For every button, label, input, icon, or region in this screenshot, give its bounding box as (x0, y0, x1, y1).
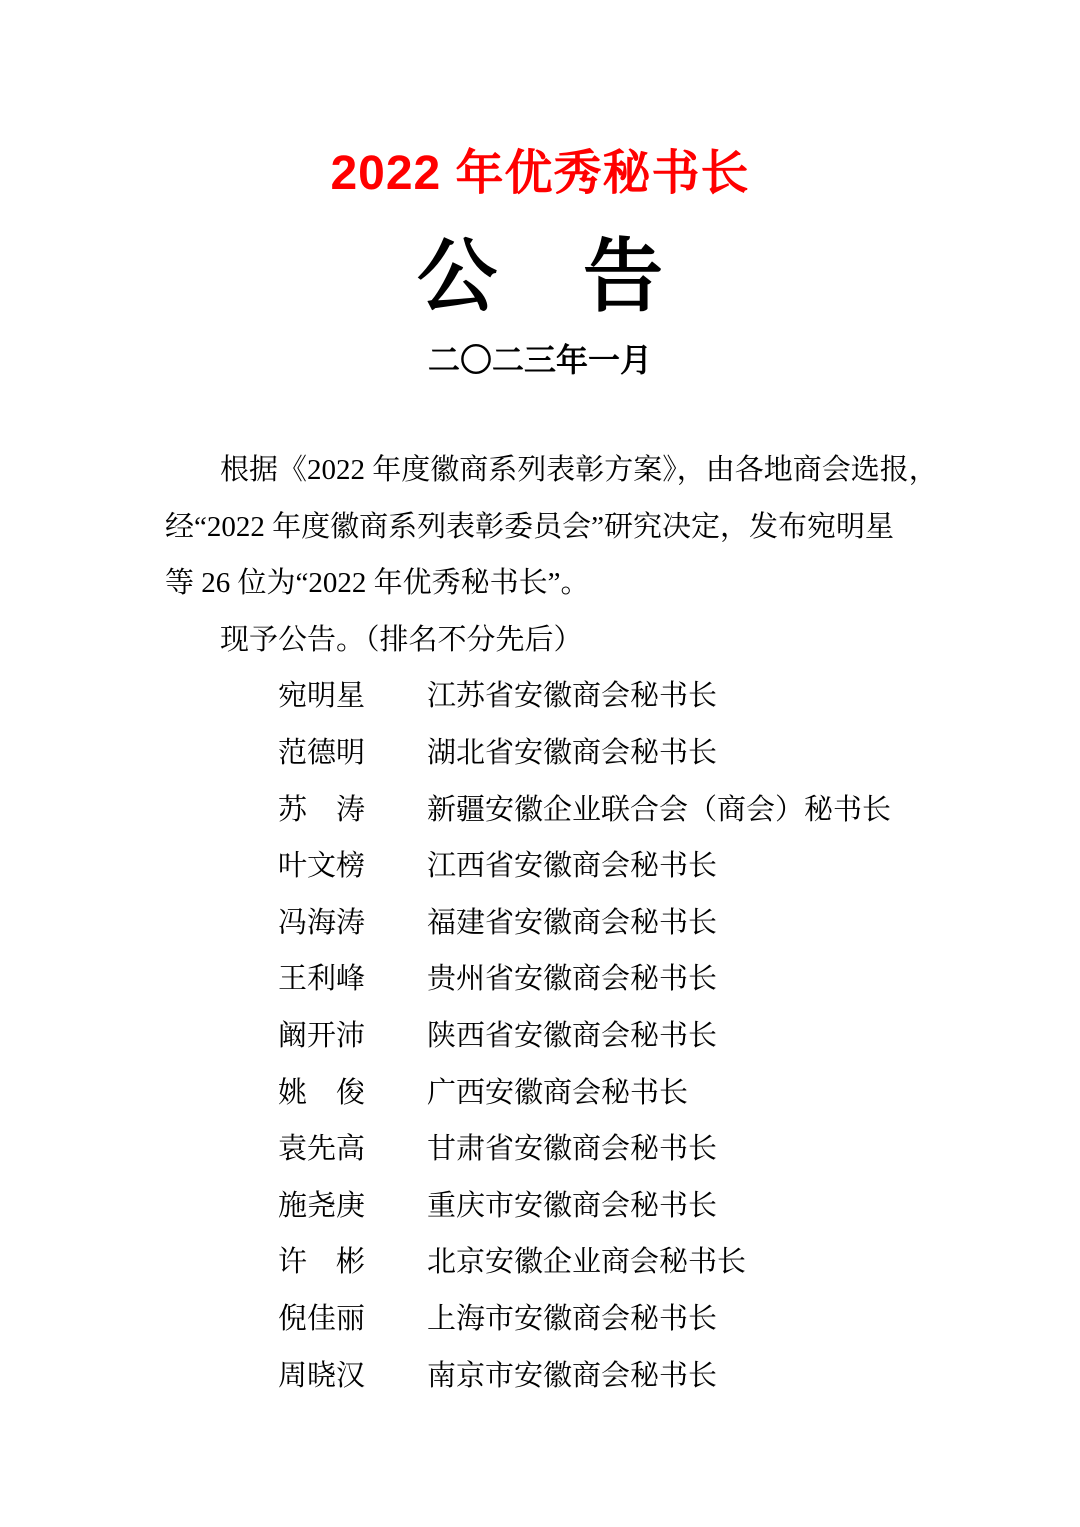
awardee-name: 苏 涛 (278, 793, 366, 826)
awardee-name: 宛明星 (278, 680, 366, 713)
awardee-org: 甘肃省安徽商会秘书长 (427, 1133, 718, 1166)
awardee-org: 上海市安徽商会秘书长 (427, 1302, 718, 1335)
awardee-org: 陕西省安徽商会秘书长 (427, 1019, 718, 1052)
awardee-org: 湖北省安徽商会秘书长 (427, 736, 718, 769)
awardee-row (165, 1291, 925, 1348)
notice-line: 现予公告。（排名不分先后） (220, 623, 583, 656)
awardee-name: 袁先高 (278, 1133, 366, 1166)
awardee-org: 广西安徽商会秘书长 (427, 1076, 689, 1109)
awardee-row (165, 951, 925, 1008)
awardee-name: 王利峰 (278, 963, 366, 996)
awardee-name: 姚 俊 (278, 1076, 366, 1109)
awardee-org: 新疆安徽企业联合会（商会）秘书长 (427, 793, 892, 826)
awardee-row (165, 838, 925, 895)
awardee-org: 贵州省安徽商会秘书长 (427, 963, 718, 996)
awardee-name: 叶文榜 (278, 850, 366, 883)
paragraph-line: 根据《2022 年度徽商系列表彰方案》，由各地商会选报， (220, 454, 938, 486)
awardee-name: 施尧庚 (278, 1189, 366, 1222)
awardee-row (165, 1348, 925, 1405)
awardee-org: 江西省安徽商会秘书长 (427, 850, 718, 883)
awardee-name: 范德明 (278, 736, 366, 769)
awardee-row (165, 1008, 925, 1065)
awardee-row (165, 725, 925, 782)
awardee-row (165, 1178, 925, 1235)
paragraph-line: 经“2022 年度徽商系列表彰委员会”研究决定，发布宛明星 (165, 510, 894, 543)
awardee-row (165, 1121, 925, 1178)
awardee-list (165, 668, 925, 1404)
awardee-org: 南京市安徽商会秘书长 (427, 1359, 718, 1392)
awardee-row (165, 895, 925, 952)
awardee-row (165, 782, 925, 839)
awardee-row (165, 1065, 925, 1122)
date-line: 二〇二三年一月 (427, 342, 652, 378)
awardee-org: 重庆市安徽商会秘书长 (427, 1189, 718, 1222)
awardee-row (165, 1234, 925, 1291)
awardee-name: 阚开沛 (278, 1019, 366, 1052)
awardee-name: 倪佳丽 (278, 1302, 366, 1335)
awardee-row (165, 668, 925, 725)
awardee-name: 许 彬 (278, 1246, 366, 1279)
document-title: 2022 年优秀秘书长 (330, 147, 750, 200)
announcement-heading (0, 234, 1080, 320)
awardee-org: 江苏省安徽商会秘书长 (427, 680, 718, 713)
awardee-org: 北京安徽企业商会秘书长 (427, 1246, 747, 1279)
paragraph-line: 等 26 位为“2022 年优秀秘书长”。 (165, 567, 590, 600)
awardee-name: 冯海涛 (278, 906, 366, 939)
announcement-char-2: 告 (583, 232, 663, 321)
awardee-org: 福建省安徽商会秘书长 (427, 906, 718, 939)
document-body (165, 442, 938, 1404)
awardee-name: 周晓汉 (278, 1359, 366, 1392)
announcement-char-1: 公 (417, 232, 497, 321)
